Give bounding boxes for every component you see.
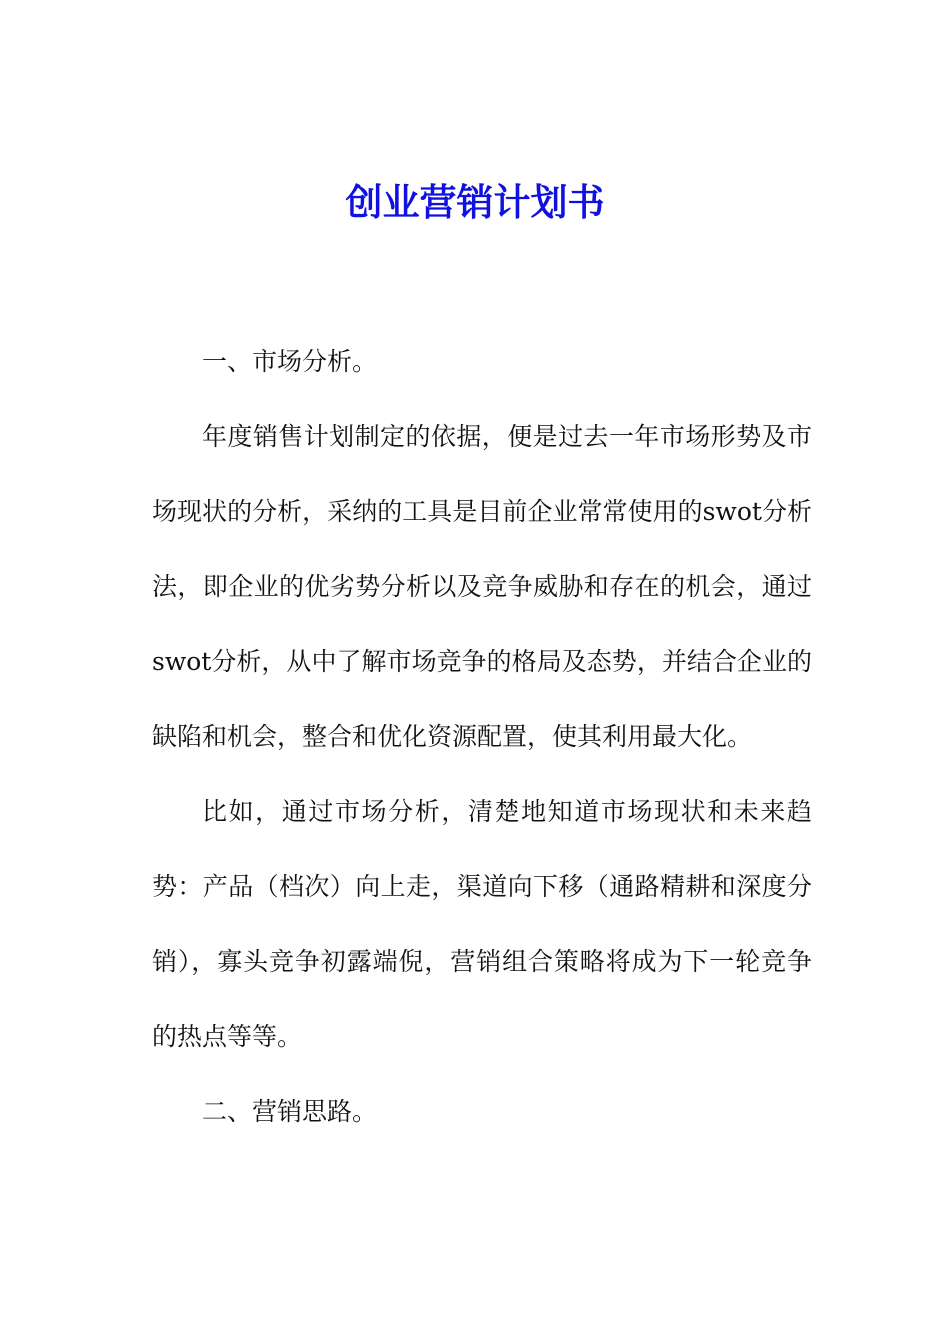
paragraph-annual-plan-basis: 年度销售计划制定的依据，便是过去一年市场形势及市场现状的分析，采纳的工具是目前企业常常使用的swot分析法，即企业的优劣势分析以及竞争威胁和存在的机会，通过swot分析，从中了解市场竞争的格局及态势，并结合企业的缺陷和机会，整合和优化资源配置，使其利用最大化。 [152, 422, 812, 751]
document-title: 创业营销计划书 [345, 181, 605, 224]
document-body [152, 324, 812, 1149]
section-heading-market-analysis: 一、市场分析。 [202, 347, 378, 376]
section-heading-marketing-ideas: 二、营销思路。 [202, 1097, 378, 1126]
paragraph-market-example: 比如，通过市场分析，清楚地知道市场现状和未来趋势：产品（档次）向上走，渠道向下移（通路精耕和深度分销），寡头竞争初露端倪，营销组合策略将成为下一轮竞争的热点等等。 [152, 797, 812, 1051]
